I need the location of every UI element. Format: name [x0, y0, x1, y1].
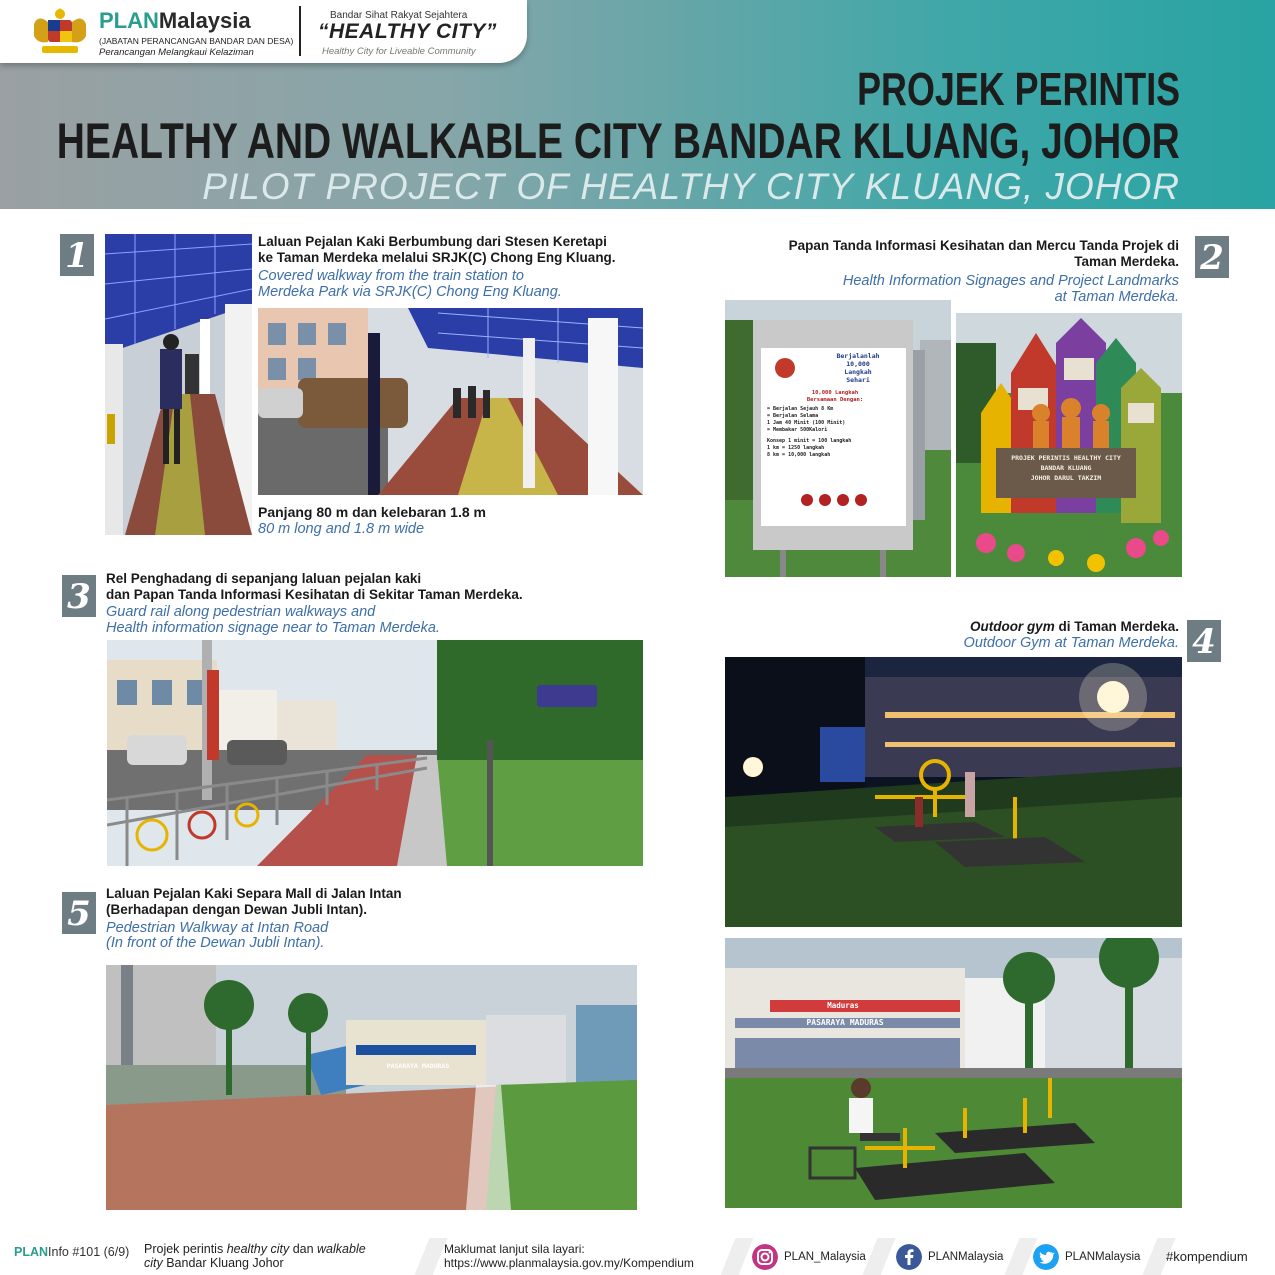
- store-sign-walkway: PASARAYA MADURAS: [386, 1062, 450, 1070]
- photo-covered-walkway-1: [105, 234, 252, 535]
- header-banner: [0, 0, 1275, 209]
- caption-3-en-line-2: Health information signage near to Taman Merdeka.: [106, 620, 440, 636]
- sign-heading: Berjalanlah 10,000 Langkah Sehari: [836, 352, 880, 384]
- brand-tagline: Perancangan Melangkaui Kelaziman: [99, 47, 254, 58]
- caption-4-en: Outdoor Gym at Taman Merdeka.: [963, 635, 1179, 651]
- caption-3-en-line-1: Guard rail along pedestrian walkways and: [106, 604, 376, 620]
- kompendium-link[interactable]: https://www.planmalaysia.gov.my/Kompendium: [444, 1256, 694, 1270]
- caption-1-en-line-1: Covered walkway from the train station to: [258, 268, 524, 284]
- caption-1-bm-line-1: Laluan Pejalan Kaki Berbumbung dari Stesen Keretapi: [258, 234, 607, 249]
- caption-3-bm-line-1: Rel Penghadang di sepanjang laluan pejalan kaki: [106, 571, 422, 586]
- photo-health-signage: [725, 300, 951, 577]
- logo-divider: [299, 6, 301, 56]
- caption-1-en-line-2: Merdeka Park via SRJK(C) Chong Eng Kluang.: [258, 284, 562, 300]
- photo-outdoor-gym-night: [725, 657, 1182, 927]
- page-title-line-1: PROJEK PERINTIS: [857, 63, 1180, 115]
- caption-5-en-line-2: (In front of the Dewan Jubli Intan).: [106, 935, 325, 951]
- section-number-4: 4: [1187, 620, 1221, 662]
- section-number-3: 3: [62, 575, 96, 617]
- caption-5-bm-line-1: Laluan Pejalan Kaki Separa Mall di Jalan Intan: [106, 886, 402, 901]
- caption-2-en-line-2: at Taman Merdeka.: [1054, 289, 1179, 305]
- page-title-english: PILOT PROJECT OF HEALTHY CITY KLUANG, JOHOR: [202, 166, 1180, 207]
- maduras-logo-gym: Maduras: [827, 1001, 859, 1010]
- brand-subtitle: (JABATAN PERANCANGAN BANDAR DAN DESA): [99, 36, 294, 46]
- photo-project-landmark: [956, 313, 1182, 577]
- instagram-link[interactable]: PLAN_Malaysia: [752, 1244, 882, 1270]
- twitter-link[interactable]: PLANMalaysia: [1033, 1244, 1153, 1270]
- footer-more-info: Maklumat lanjut sila layari: https://www.planmalaysia.gov.my/Kompendium: [444, 1242, 694, 1270]
- facebook-icon: [896, 1244, 922, 1270]
- hashtag-kompendium[interactable]: #kompendium: [1166, 1249, 1248, 1264]
- caption-5-bm-line-2: (Berhadapan dengan Dewan Jubli Intan).: [106, 902, 368, 917]
- brand-name: PLANMalaysia: [99, 8, 251, 33]
- healthy-city-top: Bandar Sihat Rakyat Sejahtera: [330, 10, 468, 21]
- photo-semi-mall-walkway: [106, 965, 637, 1210]
- caption-5-en-line-1: Pedestrian Walkway at Intan Road: [106, 920, 329, 936]
- photo-outdoor-gym-day: [725, 938, 1182, 1208]
- footer-info-number: PLANInfo #101 (6/9): [14, 1245, 130, 1259]
- logo-card: [0, 0, 527, 63]
- malaysia-crest-icon: [28, 6, 92, 56]
- caption-1-size-bm: Panjang 80 m dan kelebaran 1.8 m: [258, 504, 486, 520]
- facebook-link[interactable]: PLANMalaysia: [896, 1244, 1016, 1270]
- caption-2-bm-line-2: Taman Merdeka.: [1074, 254, 1179, 269]
- photo-guard-rail: [107, 640, 643, 866]
- store-sign-gym: PASARAYA MADURAS: [806, 1018, 884, 1027]
- caption-1-size-en: 80 m long and 1.8 m wide: [258, 521, 425, 537]
- sign-body: 10,000 Langkah Bersamaan Dengan:: [806, 390, 864, 403]
- section-number-2: 2: [1195, 236, 1229, 278]
- caption-2-bm-line-1: Papan Tanda Informasi Kesihatan dan Mercu Tanda Projek di: [788, 238, 1179, 253]
- healthy-city-subtitle: Healthy City for Liveable Community: [322, 46, 476, 57]
- healthy-city-title: “HEALTHY CITY”: [318, 20, 497, 43]
- instagram-icon: [752, 1244, 778, 1270]
- section-number-5: 5: [62, 892, 96, 934]
- twitter-icon: [1033, 1244, 1059, 1270]
- photo-covered-walkway-2: [258, 308, 643, 495]
- caption-3-bm-line-2: dan Papan Tanda Informasi Kesihatan di Sekitar Taman Merdeka.: [106, 587, 523, 602]
- section-number-1: 1: [60, 234, 94, 276]
- sign-details: = Berjalan Sejauh 8 Km = Berjalan Selama 1 Jam 40 Minit (100 Minit) = Membakar 500Kalori Konsep 1 minit = 100 langkah 1 km = 1250 langkah 8 km = 10,000 langkah: [767, 406, 852, 458]
- caption-2-en-line-1: Health Information Signages and Project Landmarks: [842, 273, 1179, 289]
- caption-1-bm-line-2: ke Taman Merdeka melalui SRJK(C) Chong Eng Kluang.: [258, 250, 616, 265]
- landmark-text: PROJEK PERINTIS HEALTHY CITY BANDAR KLUANG JOHOR DARUL TAKZIM: [1011, 454, 1121, 482]
- footer-project-description: Projek perintis healthy city dan walkable city Bandar Kluang Johor: [144, 1242, 366, 1270]
- caption-4-bm: Outdoor gym di Taman Merdeka.: [969, 619, 1179, 634]
- page-title-line-2: HEALTHY AND WALKABLE CITY BANDAR KLUANG, JOHOR: [56, 113, 1180, 169]
